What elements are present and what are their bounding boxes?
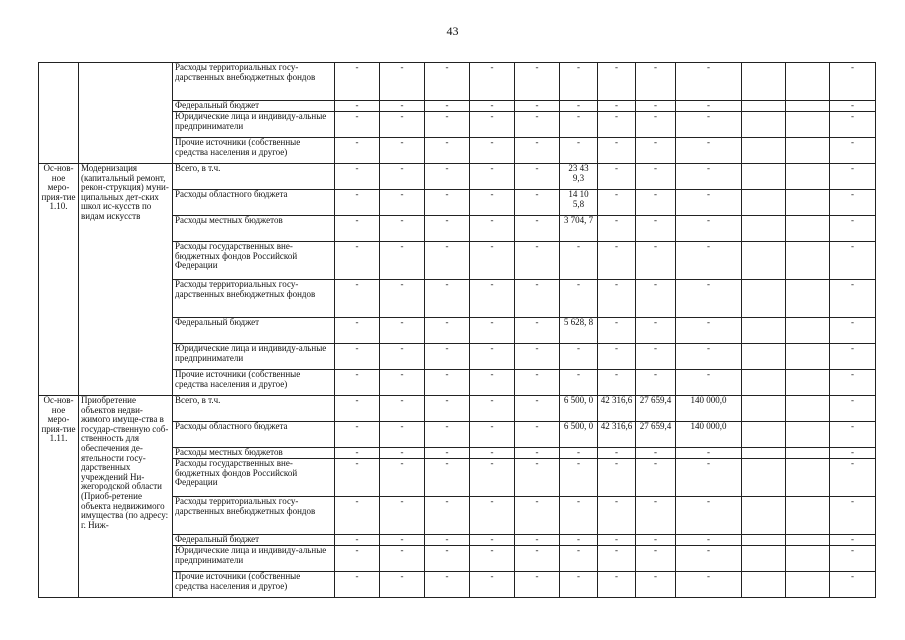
value-cell: -: [830, 448, 876, 459]
value-cell: -: [380, 448, 425, 459]
value-cell: -: [515, 459, 560, 497]
value-cell: -: [470, 216, 515, 242]
value-cell: [786, 535, 830, 546]
value-cell: [786, 138, 830, 164]
value-cell: -: [515, 422, 560, 448]
value-cell: -: [470, 190, 515, 216]
value-cell: -: [636, 216, 676, 242]
value-cell: -: [335, 497, 380, 535]
value-cell: -: [335, 535, 380, 546]
value-cell: [786, 318, 830, 344]
value-cell: -: [598, 344, 636, 370]
value-cell: -: [335, 546, 380, 572]
value-cell: -: [560, 63, 598, 101]
value-cell: -: [676, 112, 742, 138]
value-cell: -: [335, 344, 380, 370]
value-cell: -: [598, 572, 636, 598]
value-cell: -: [425, 396, 470, 422]
value-cell: -: [380, 242, 425, 280]
value-cell: -: [425, 138, 470, 164]
value-cell: -: [830, 216, 876, 242]
table-row: [39, 396, 876, 422]
value-cell: 6 500, 0: [560, 422, 598, 448]
value-cell: [742, 138, 786, 164]
value-cell: [786, 101, 830, 112]
value-cell: -: [598, 546, 636, 572]
value-cell: -: [560, 242, 598, 280]
measure-name-cell: Модернизация (капитальный ремонт, рекон-струкция) муни-ципальных дет-ских школ ис-кусств по видам искусств: [79, 164, 173, 396]
value-cell: -: [380, 63, 425, 101]
value-cell: -: [636, 280, 676, 318]
value-cell: [786, 448, 830, 459]
value-cell: -: [515, 344, 560, 370]
value-cell: 6 500, 0: [560, 396, 598, 422]
value-cell: -: [560, 344, 598, 370]
measure-code-cell: [39, 63, 79, 164]
value-cell: -: [598, 190, 636, 216]
value-cell: -: [425, 459, 470, 497]
value-cell: -: [676, 344, 742, 370]
value-cell: 42 316,6: [598, 422, 636, 448]
value-cell: -: [380, 164, 425, 190]
value-cell: -: [560, 112, 598, 138]
value-cell: -: [598, 280, 636, 318]
value-cell: -: [515, 370, 560, 396]
measure-name-cell: Приобретение объектов недви-жимого имуще-ства в государ-ственную соб-ственность для обеспечения де-ятельности госу-дарственных учреждений Ни-жегородской области (Приоб-ретение объекта недвижимого имущества (по адресу: г. Ниж-: [79, 396, 173, 598]
value-cell: [786, 459, 830, 497]
value-cell: -: [470, 242, 515, 280]
value-cell: -: [676, 546, 742, 572]
value-cell: -: [515, 448, 560, 459]
value-cell: 140 000,0: [676, 422, 742, 448]
value-cell: -: [636, 242, 676, 280]
value-cell: -: [636, 63, 676, 101]
value-cell: -: [470, 459, 515, 497]
value-cell: [742, 190, 786, 216]
value-cell: -: [380, 497, 425, 535]
funding-source-cell: Юридические лица и индивиду-альные предприниматели: [173, 112, 335, 138]
value-cell: -: [425, 370, 470, 396]
value-cell: [742, 318, 786, 344]
value-cell: -: [830, 422, 876, 448]
value-cell: [742, 448, 786, 459]
value-cell: -: [598, 216, 636, 242]
funding-source-cell: Расходы территориальных госу-дарственных внебюджетных фондов: [173, 497, 335, 535]
value-cell: -: [470, 164, 515, 190]
value-cell: -: [515, 572, 560, 598]
value-cell: -: [425, 497, 470, 535]
value-cell: [786, 344, 830, 370]
value-cell: -: [515, 216, 560, 242]
value-cell: -: [598, 63, 636, 101]
value-cell: -: [470, 370, 515, 396]
value-cell: -: [380, 112, 425, 138]
value-cell: -: [830, 370, 876, 396]
value-cell: -: [335, 216, 380, 242]
value-cell: -: [470, 280, 515, 318]
value-cell: -: [425, 216, 470, 242]
funding-source-cell: Федеральный бюджет: [173, 535, 335, 546]
value-cell: [786, 396, 830, 422]
value-cell: 27 659,4: [636, 422, 676, 448]
value-cell: -: [676, 63, 742, 101]
value-cell: -: [598, 535, 636, 546]
value-cell: -: [830, 497, 876, 535]
value-cell: -: [830, 535, 876, 546]
value-cell: -: [676, 164, 742, 190]
value-cell: -: [380, 190, 425, 216]
value-cell: -: [425, 280, 470, 318]
funding-source-cell: Расходы областного бюджета: [173, 190, 335, 216]
value-cell: -: [335, 112, 380, 138]
value-cell: -: [830, 546, 876, 572]
value-cell: -: [380, 101, 425, 112]
value-cell: -: [560, 280, 598, 318]
value-cell: -: [380, 138, 425, 164]
value-cell: -: [636, 546, 676, 572]
value-cell: -: [380, 216, 425, 242]
funding-source-cell: Юридические лица и индивиду-альные предприниматели: [173, 546, 335, 572]
value-cell: -: [636, 497, 676, 535]
value-cell: -: [560, 572, 598, 598]
table-row: [39, 164, 876, 190]
value-cell: -: [335, 422, 380, 448]
value-cell: [786, 63, 830, 101]
value-cell: -: [636, 164, 676, 190]
value-cell: [742, 216, 786, 242]
value-cell: -: [515, 63, 560, 101]
page-number: 43: [446, 24, 459, 38]
funding-source-cell: Расходы местных бюджетов: [173, 216, 335, 242]
value-cell: -: [380, 280, 425, 318]
value-cell: -: [830, 63, 876, 101]
value-cell: -: [598, 138, 636, 164]
funding-source-cell: Прочие источники (собственные средства населения и другое): [173, 138, 335, 164]
value-cell: -: [676, 101, 742, 112]
funding-table: [38, 62, 876, 598]
value-cell: -: [515, 164, 560, 190]
funding-source-cell: Прочие источники (собственные средства населения и другое): [173, 370, 335, 396]
value-cell: -: [515, 396, 560, 422]
funding-source-cell: Всего, в т.ч.: [173, 396, 335, 422]
value-cell: -: [636, 572, 676, 598]
value-cell: 27 659,4: [636, 396, 676, 422]
value-cell: -: [470, 344, 515, 370]
value-cell: -: [380, 546, 425, 572]
value-cell: -: [515, 190, 560, 216]
value-cell: -: [830, 318, 876, 344]
value-cell: [742, 112, 786, 138]
value-cell: [786, 216, 830, 242]
value-cell: -: [676, 370, 742, 396]
value-cell: -: [335, 164, 380, 190]
value-cell: -: [830, 138, 876, 164]
value-cell: -: [636, 138, 676, 164]
value-cell: -: [598, 101, 636, 112]
value-cell: -: [830, 459, 876, 497]
value-cell: -: [676, 216, 742, 242]
value-cell: -: [598, 164, 636, 190]
value-cell: [742, 422, 786, 448]
value-cell: -: [425, 190, 470, 216]
value-cell: [742, 242, 786, 280]
value-cell: [786, 190, 830, 216]
value-cell: -: [830, 190, 876, 216]
value-cell: -: [560, 535, 598, 546]
value-cell: [786, 112, 830, 138]
value-cell: -: [335, 63, 380, 101]
value-cell: -: [470, 138, 515, 164]
funding-source-cell: Федеральный бюджет: [173, 318, 335, 344]
funding-source-cell: Всего, в т.ч.: [173, 164, 335, 190]
value-cell: -: [425, 318, 470, 344]
value-cell: -: [598, 242, 636, 280]
value-cell: -: [470, 448, 515, 459]
value-cell: -: [830, 572, 876, 598]
value-cell: -: [598, 459, 636, 497]
value-cell: [742, 396, 786, 422]
value-cell: -: [636, 344, 676, 370]
value-cell: -: [676, 535, 742, 546]
value-cell: -: [470, 396, 515, 422]
value-cell: 42 316,6: [598, 396, 636, 422]
value-cell: -: [335, 138, 380, 164]
value-cell: -: [560, 370, 598, 396]
value-cell: -: [676, 497, 742, 535]
value-cell: -: [636, 370, 676, 396]
value-cell: [742, 535, 786, 546]
value-cell: -: [636, 459, 676, 497]
value-cell: 140 000,0: [676, 396, 742, 422]
value-cell: -: [676, 459, 742, 497]
value-cell: -: [425, 448, 470, 459]
value-cell: -: [515, 546, 560, 572]
value-cell: -: [425, 344, 470, 370]
value-cell: [786, 572, 830, 598]
value-cell: -: [335, 190, 380, 216]
value-cell: [742, 497, 786, 535]
measure-code-cell: Ос-нов-ное меро-прия-тие 1.11.: [39, 396, 79, 598]
value-cell: -: [515, 318, 560, 344]
value-cell: [742, 280, 786, 318]
funding-source-cell: Расходы государственных вне-бюджетных фондов Российской Федерации: [173, 242, 335, 280]
value-cell: -: [470, 497, 515, 535]
value-cell: -: [560, 546, 598, 572]
table-row: [39, 63, 876, 101]
value-cell: -: [676, 138, 742, 164]
value-cell: -: [335, 396, 380, 422]
value-cell: -: [598, 112, 636, 138]
value-cell: [742, 572, 786, 598]
value-cell: -: [515, 280, 560, 318]
value-cell: -: [335, 280, 380, 318]
value-cell: -: [470, 318, 515, 344]
value-cell: -: [335, 101, 380, 112]
value-cell: -: [515, 497, 560, 535]
value-cell: -: [335, 318, 380, 344]
value-cell: -: [470, 101, 515, 112]
value-cell: -: [335, 572, 380, 598]
value-cell: -: [676, 280, 742, 318]
value-cell: -: [636, 101, 676, 112]
value-cell: -: [560, 448, 598, 459]
value-cell: 3 704, 7: [560, 216, 598, 242]
value-cell: -: [425, 535, 470, 546]
value-cell: -: [380, 370, 425, 396]
value-cell: -: [425, 546, 470, 572]
value-cell: -: [830, 396, 876, 422]
value-cell: -: [380, 535, 425, 546]
measure-code-cell: Ос-нов-ное меро-прия-тие 1.10.: [39, 164, 79, 396]
value-cell: [786, 546, 830, 572]
value-cell: -: [515, 535, 560, 546]
value-cell: -: [425, 63, 470, 101]
value-cell: -: [676, 242, 742, 280]
value-cell: -: [470, 535, 515, 546]
value-cell: -: [830, 242, 876, 280]
value-cell: -: [598, 497, 636, 535]
value-cell: [742, 370, 786, 396]
value-cell: [786, 164, 830, 190]
value-cell: -: [425, 422, 470, 448]
value-cell: -: [560, 497, 598, 535]
value-cell: [742, 101, 786, 112]
value-cell: -: [335, 242, 380, 280]
value-cell: -: [470, 572, 515, 598]
funding-source-cell: Юридические лица и индивиду-альные предприниматели: [173, 344, 335, 370]
value-cell: -: [676, 572, 742, 598]
value-cell: -: [830, 101, 876, 112]
value-cell: -: [425, 101, 470, 112]
value-cell: -: [380, 422, 425, 448]
value-cell: 5 628, 8: [560, 318, 598, 344]
value-cell: -: [636, 112, 676, 138]
value-cell: [742, 344, 786, 370]
value-cell: -: [560, 459, 598, 497]
value-cell: -: [830, 280, 876, 318]
value-cell: -: [335, 370, 380, 396]
value-cell: -: [470, 546, 515, 572]
measure-name-cell: [79, 63, 173, 164]
value-cell: -: [636, 535, 676, 546]
value-cell: -: [676, 190, 742, 216]
value-cell: -: [676, 318, 742, 344]
value-cell: -: [560, 138, 598, 164]
funding-source-cell: Расходы областного бюджета: [173, 422, 335, 448]
value-cell: [742, 459, 786, 497]
value-cell: -: [425, 112, 470, 138]
value-cell: [742, 63, 786, 101]
value-cell: [786, 370, 830, 396]
value-cell: -: [830, 344, 876, 370]
funding-source-cell: Федеральный бюджет: [173, 101, 335, 112]
value-cell: -: [335, 459, 380, 497]
value-cell: -: [380, 459, 425, 497]
value-cell: -: [598, 318, 636, 344]
value-cell: [742, 164, 786, 190]
funding-source-cell: Расходы территориальных госу-дарственных внебюджетных фондов: [173, 280, 335, 318]
value-cell: -: [335, 448, 380, 459]
value-cell: -: [470, 422, 515, 448]
value-cell: -: [560, 101, 598, 112]
value-cell: -: [380, 572, 425, 598]
value-cell: [786, 242, 830, 280]
value-cell: -: [515, 112, 560, 138]
value-cell: [786, 497, 830, 535]
funding-source-cell: Расходы местных бюджетов: [173, 448, 335, 459]
value-cell: -: [380, 318, 425, 344]
value-cell: -: [515, 101, 560, 112]
value-cell: [742, 546, 786, 572]
value-cell: -: [676, 448, 742, 459]
value-cell: -: [598, 370, 636, 396]
funding-source-cell: Расходы территориальных госу-дарственных внебюджетных фондов: [173, 63, 335, 101]
value-cell: -: [830, 112, 876, 138]
value-cell: -: [830, 164, 876, 190]
value-cell: [786, 422, 830, 448]
value-cell: -: [470, 112, 515, 138]
value-cell: -: [515, 138, 560, 164]
value-cell: -: [515, 242, 560, 280]
value-cell: -: [380, 396, 425, 422]
value-cell: -: [470, 63, 515, 101]
funding-source-cell: Прочие источники (собственные средства населения и другое): [173, 572, 335, 598]
value-cell: -: [425, 242, 470, 280]
value-cell: 23 43 9,3: [560, 164, 598, 190]
value-cell: -: [598, 448, 636, 459]
funding-source-cell: Расходы государственных вне-бюджетных фондов Российской Федерации: [173, 459, 335, 497]
value-cell: 14 10 5,8: [560, 190, 598, 216]
value-cell: -: [425, 572, 470, 598]
value-cell: [786, 280, 830, 318]
value-cell: -: [636, 190, 676, 216]
value-cell: -: [636, 448, 676, 459]
value-cell: -: [636, 318, 676, 344]
value-cell: -: [425, 164, 470, 190]
value-cell: -: [380, 344, 425, 370]
